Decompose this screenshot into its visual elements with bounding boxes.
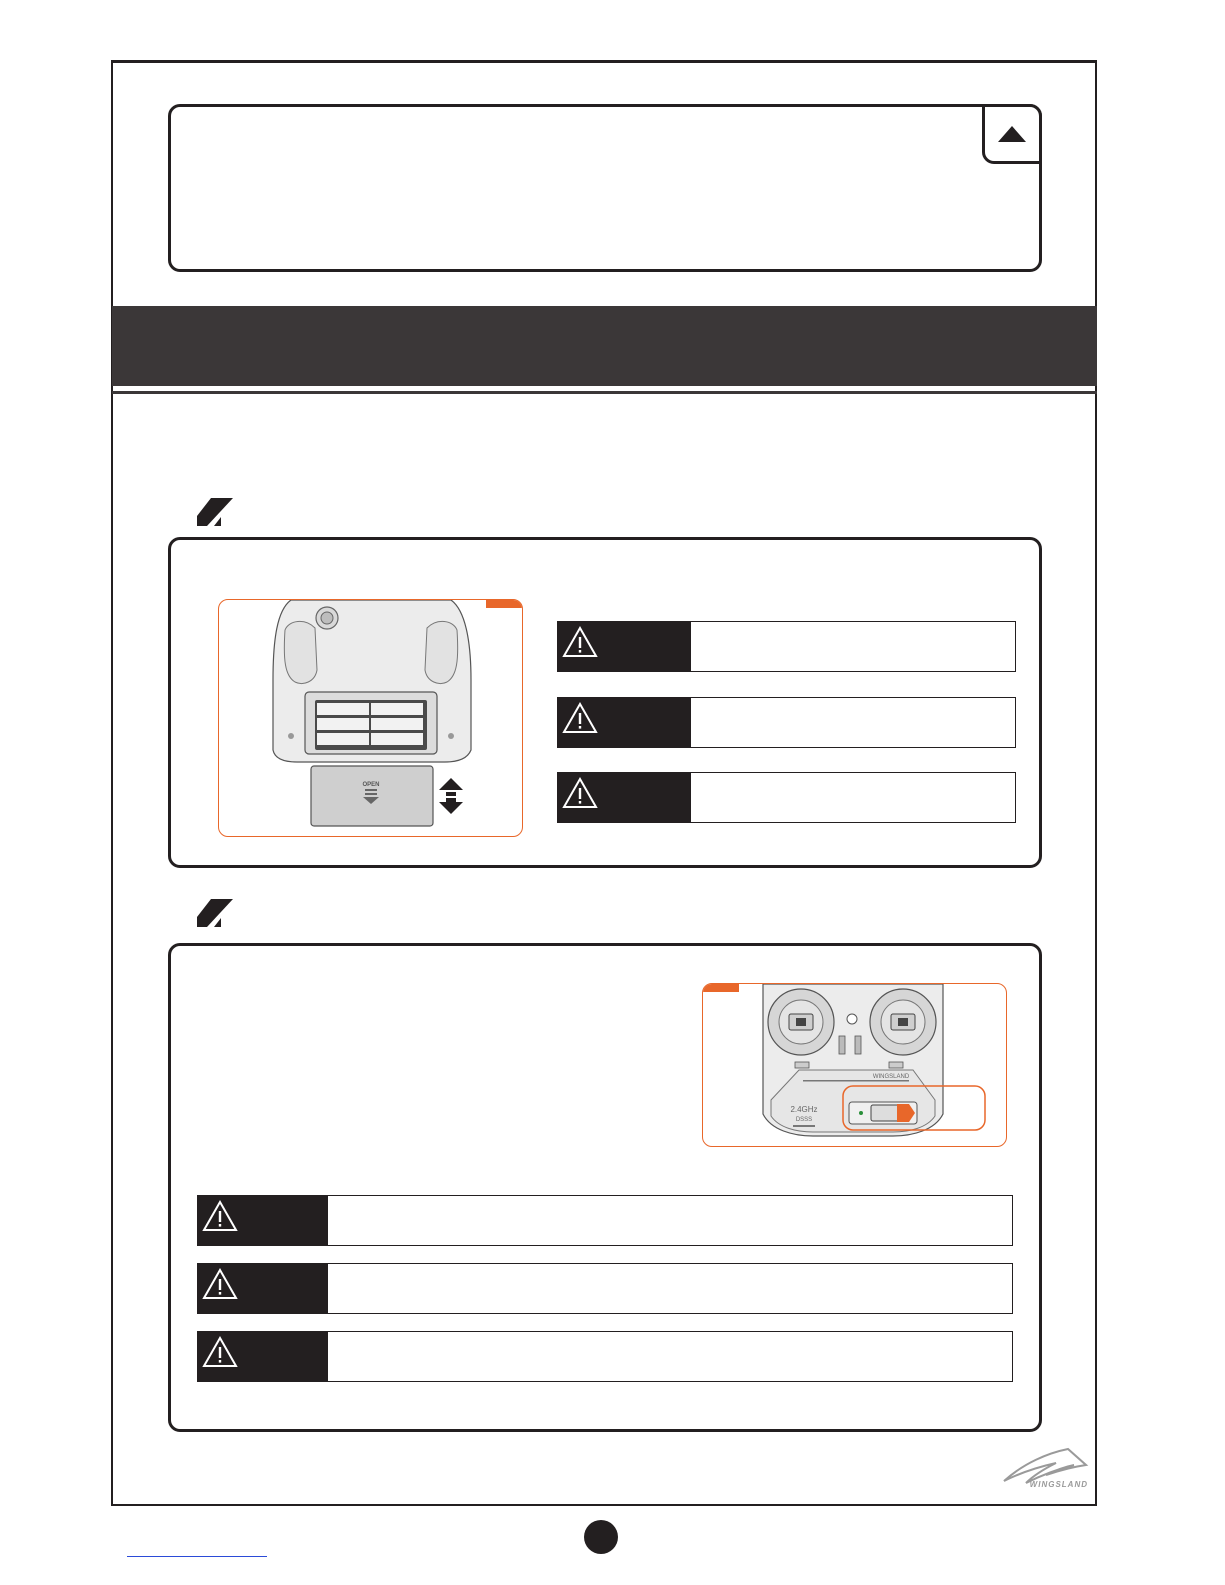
- power-switch-image: [702, 983, 1007, 1147]
- warning-triangle-icon: [202, 1268, 238, 1300]
- controller-freq-label: 2.4GHz: [790, 1105, 818, 1114]
- section-header-rule: [112, 391, 1097, 394]
- warning-text: [703, 698, 1007, 747]
- warning-text: [703, 622, 1007, 671]
- battery-warning-2: [557, 697, 1016, 748]
- warning-triangle-icon: [202, 1200, 238, 1232]
- warning-text: [340, 1264, 1004, 1313]
- warning-badge: [198, 1196, 328, 1245]
- battery-compartment-image: [218, 599, 523, 837]
- warning-triangle-icon: [562, 777, 598, 809]
- wingsland-logo: [998, 1447, 1090, 1493]
- triangle-up-icon: [997, 125, 1027, 143]
- warning-triangle-icon: [562, 626, 598, 658]
- page-number-dot: [584, 1520, 618, 1554]
- cover-open-label: OPEN: [362, 782, 380, 788]
- warning-triangle-icon: [562, 702, 598, 734]
- top-note-box: [168, 104, 1042, 272]
- slash-marker-icon: [197, 899, 233, 927]
- power-warning-2: [197, 1263, 1013, 1314]
- warning-badge: [558, 698, 691, 747]
- slash-marker-icon: [197, 498, 233, 526]
- controller-back-illustration: [219, 600, 523, 837]
- image-corner-tag: [486, 600, 522, 608]
- warning-text: [703, 773, 1007, 822]
- footer-link-line[interactable]: [127, 1556, 267, 1557]
- power-warning-1: [197, 1195, 1013, 1246]
- controller-mode-label: DSSS: [795, 1117, 813, 1123]
- warning-triangle-icon: [202, 1336, 238, 1368]
- controller-front-illustration: [703, 984, 1007, 1147]
- warning-badge: [198, 1264, 328, 1313]
- scroll-up-button[interactable]: [982, 104, 1042, 164]
- section-header-band: [112, 306, 1097, 386]
- power-warning-3: [197, 1331, 1013, 1382]
- battery-warning-3: [557, 772, 1016, 823]
- warning-text: [340, 1332, 1004, 1381]
- controller-brand-label: WINGSLAND: [872, 1074, 910, 1080]
- image-corner-tag: [703, 984, 739, 992]
- warning-badge: [558, 622, 691, 671]
- warning-badge: [558, 773, 691, 822]
- battery-warning-1: [557, 621, 1016, 672]
- logo-text: WINGSLAND: [1029, 1480, 1088, 1489]
- warning-text: [340, 1196, 1004, 1245]
- warning-badge: [198, 1332, 328, 1381]
